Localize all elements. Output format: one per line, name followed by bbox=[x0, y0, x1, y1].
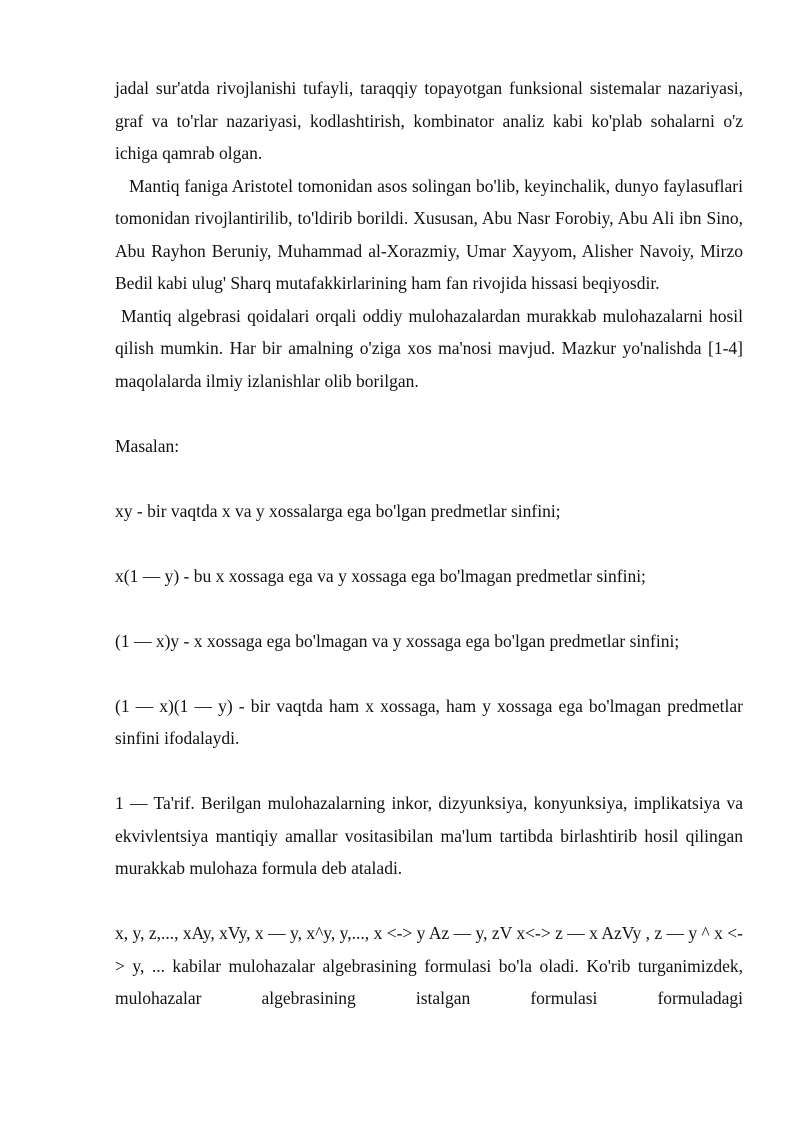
spacer bbox=[115, 657, 743, 690]
spacer bbox=[115, 755, 743, 788]
paragraph-example-xy: xy - bir vaqtda x va y xossalarga ega bo'lgan predmetlar sinfini; bbox=[115, 500, 561, 521]
paragraph-intro: jadal sur'atda rivojlanishi tufayli, taraqqiy topayotgan funksional sistemalar nazariyasi, graf va to'rlar nazariyasi, kodlashtirish, kombinator analiz kabi ko'plab sohalarni o'z ichiga qamrab olgan. bbox=[115, 78, 743, 163]
spacer bbox=[115, 885, 743, 918]
paragraph-definition: 1 — Ta'rif. Berilgan mulohazalarning inkor, dizyunksiya, konyunksiya, implikatsiya va ekvivlentsiya mantiqiy amallar vositasibilan ma'lum tartibda birlashtirib hosil qilingan murakkab mulohaza formula deb ataladi. bbox=[115, 793, 743, 878]
document-page bbox=[115, 72, 743, 1015]
paragraph-aristotle: Mantiq faniga Aristotel tomonidan asos solingan bo'lib, keyinchalik, dunyo faylasuflari tomonidan rivojlantirilib, to'ldirib borildi. Xususan, Abu Nasr Forobiy, Abu Ali ibn Sino, Abu Rayhon Beruniy, Muhammad al-Xorazmiy, Umar Xayyom, Alisher Navoiy, Mirzo Bedil kabi ulug' Sharq mutafakkirlarining ham fan rivojida hissasi beqiyosdir. bbox=[115, 175, 743, 293]
paragraph-example-not-x-y: (1 — x)y - x xossaga ega bo'lmagan va y xossaga ega bo'lgan predmetlar sinfini; bbox=[115, 630, 680, 651]
spacer bbox=[115, 592, 743, 625]
paragraph-example-not-x-not-y: (1 — x)(1 — y) - bir vaqtda ham x xossaga, ham y xossaga ega bo'lmagan predmetlar sinfini ifodalaydi. bbox=[115, 695, 743, 748]
paragraph-logic-algebra: Mantiq algebrasi qoidalari orqali oddiy mulohazalardan murakkab mulohazalarni hosil qilish mumkin. Har bir amalning o'ziga xos ma'nosi mavjud. Mazkur yo'nalishda [1-4] maqolalarda ilmiy izlanishlar olib borilgan. bbox=[115, 305, 743, 391]
spacer bbox=[115, 397, 743, 430]
paragraph-example-heading: Masalan: bbox=[115, 435, 180, 456]
paragraph-formulas: x, y, z,..., xAy, xVy, x — y, x^y, y,..., x <-> y Az — y, zV x<-> z — x AzVy , z — y ^ x <-> y, ... kabilar mulohazalar algebrasining formulasi bo'la oladi. Ko'rib turganimizdek, mulohazalar algebrasining istalgan formulasi formuladagi bbox=[115, 923, 743, 1008]
paragraph-example-x-not-y: x(1 — y) - bu x xossaga ega va y xossaga ega bo'lmagan predmetlar sinfini; bbox=[115, 565, 646, 586]
spacer bbox=[115, 462, 743, 495]
spacer bbox=[115, 527, 743, 560]
